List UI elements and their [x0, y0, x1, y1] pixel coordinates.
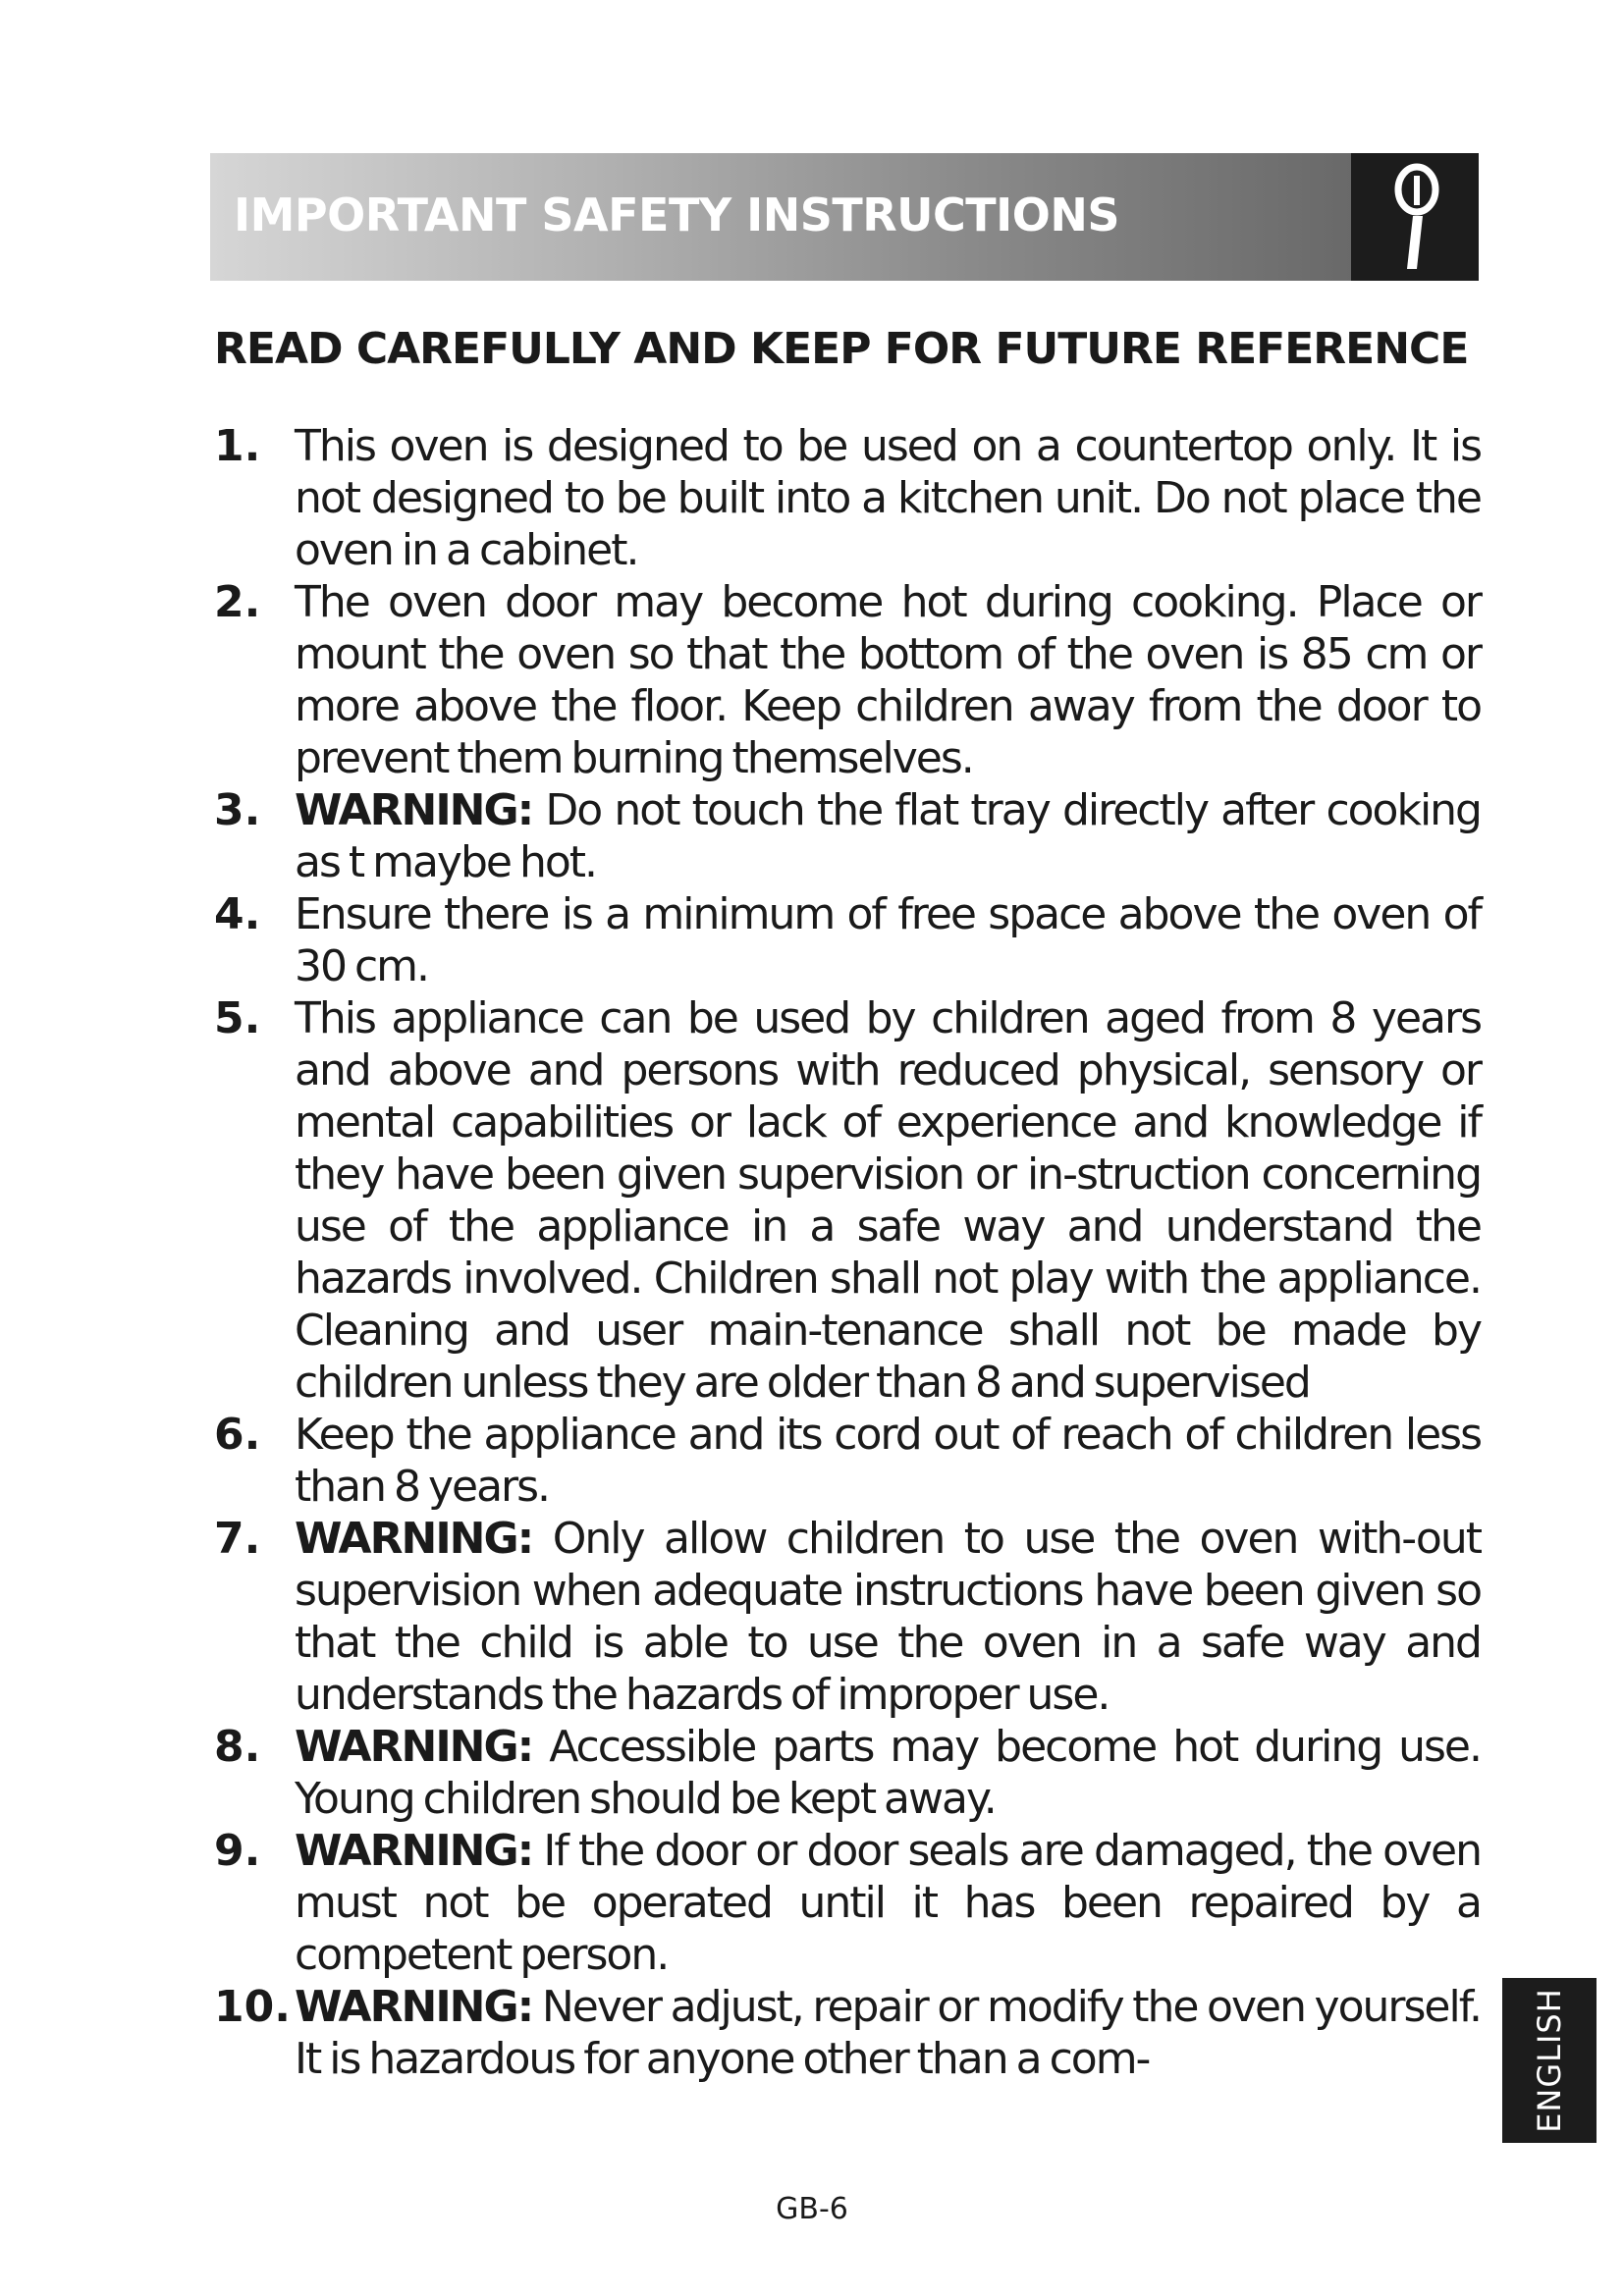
item-text-block: [295, 784, 1481, 888]
item-text-block: [295, 420, 1481, 576]
item-number: 10.: [214, 1982, 291, 2032]
instruction-item: [214, 1825, 1481, 1981]
section-header-banner: [210, 153, 1479, 281]
warning-label: WARNING:: [295, 1514, 533, 1564]
item-number: 2.: [214, 577, 261, 627]
instruction-item: [214, 992, 1481, 1409]
language-tab: [1502, 1978, 1597, 2143]
item-text-block: [295, 1409, 1481, 1513]
item-number: 9.: [214, 1826, 261, 1876]
instruction-item: [214, 888, 1481, 992]
instruction-item: [214, 1409, 1481, 1513]
instruction-item: [214, 420, 1481, 576]
item-text-block: [295, 1513, 1481, 1721]
item-number: 3.: [214, 785, 261, 835]
item-number: 8.: [214, 1722, 261, 1772]
item-text: This appliance can be used by children aged from 8 years and above and persons with reduced physical, sensory or mental capabilities or lack of experience and knowledge if they have been given supervision or in-struction concerning use of the appliance in a safe way and understand the hazards involved. Children shall not play with the appliance. Cleaning and user main-tenance shall not be made by children unless they are older than 8 and supervised: [295, 993, 1481, 1408]
instruction-item: [214, 1721, 1481, 1825]
item-text: If the door or door seals are damaged, the oven must not be operated until it has been repaired by a competent person.: [295, 1826, 1481, 1980]
info-icon-box: [1351, 153, 1479, 281]
language-label: ENGLISH: [1531, 1988, 1568, 2133]
instruction-list: [214, 420, 1481, 2085]
instruction-item: [214, 1981, 1481, 2085]
item-number: 1.: [214, 421, 261, 471]
read-carefully-heading: READ CAREFULLY AND KEEP FOR FUTURE REFERENCE: [214, 324, 1469, 374]
item-text-block: [295, 1721, 1481, 1825]
item-text: Keep the appliance and its cord out of reach of children less than 8 years.: [295, 1410, 1481, 1512]
item-text: Do not touch the flat tray directly after cooking as t maybe hot.: [295, 785, 1481, 887]
item-text-block: [295, 1825, 1481, 1981]
item-text: This oven is designed to be used on a countertop only. It is not designed to be built into a kitchen unit. Do not place the oven in a cabinet.: [295, 421, 1481, 575]
item-text: Ensure there is a minimum of free space above the oven of 30 cm.: [295, 889, 1481, 991]
section-title: IMPORTANT SAFETY INSTRUCTIONS: [234, 188, 1120, 241]
item-number: 7.: [214, 1514, 261, 1564]
item-text-block: [295, 1981, 1481, 2085]
item-text: The oven door may become hot during cooking. Place or mount the oven so that the bottom of the oven is 85 cm or more above the floor. Keep children away from the door to prevent them burning themselves.: [295, 577, 1481, 783]
instruction-item: [214, 784, 1481, 888]
item-text-block: [295, 576, 1481, 784]
item-text-block: [295, 888, 1481, 992]
item-text: Never adjust, repair or modify the oven yourself. It is hazardous for anyone other than a com-: [295, 1982, 1481, 2084]
information-icon: [1387, 163, 1442, 273]
instruction-item: [214, 1513, 1481, 1721]
item-number: 4.: [214, 889, 261, 939]
warning-label: WARNING:: [295, 1826, 533, 1876]
item-text: Accessible parts may become hot during use. Young children should be kept away.: [295, 1722, 1481, 1824]
page-number: GB-6: [776, 2192, 848, 2226]
warning-label: WARNING:: [295, 1982, 533, 2032]
warning-label: WARNING:: [295, 785, 533, 835]
warning-label: WARNING:: [295, 1722, 533, 1772]
instruction-item: [214, 576, 1481, 784]
item-number: 5.: [214, 993, 261, 1043]
item-text-block: [295, 992, 1481, 1409]
item-number: 6.: [214, 1410, 261, 1460]
item-text: Only allow children to use the oven with-out supervision when adequate instructions have been given so that the child is able to use the oven in a safe way and understands the hazards of improper use.: [295, 1514, 1481, 1720]
